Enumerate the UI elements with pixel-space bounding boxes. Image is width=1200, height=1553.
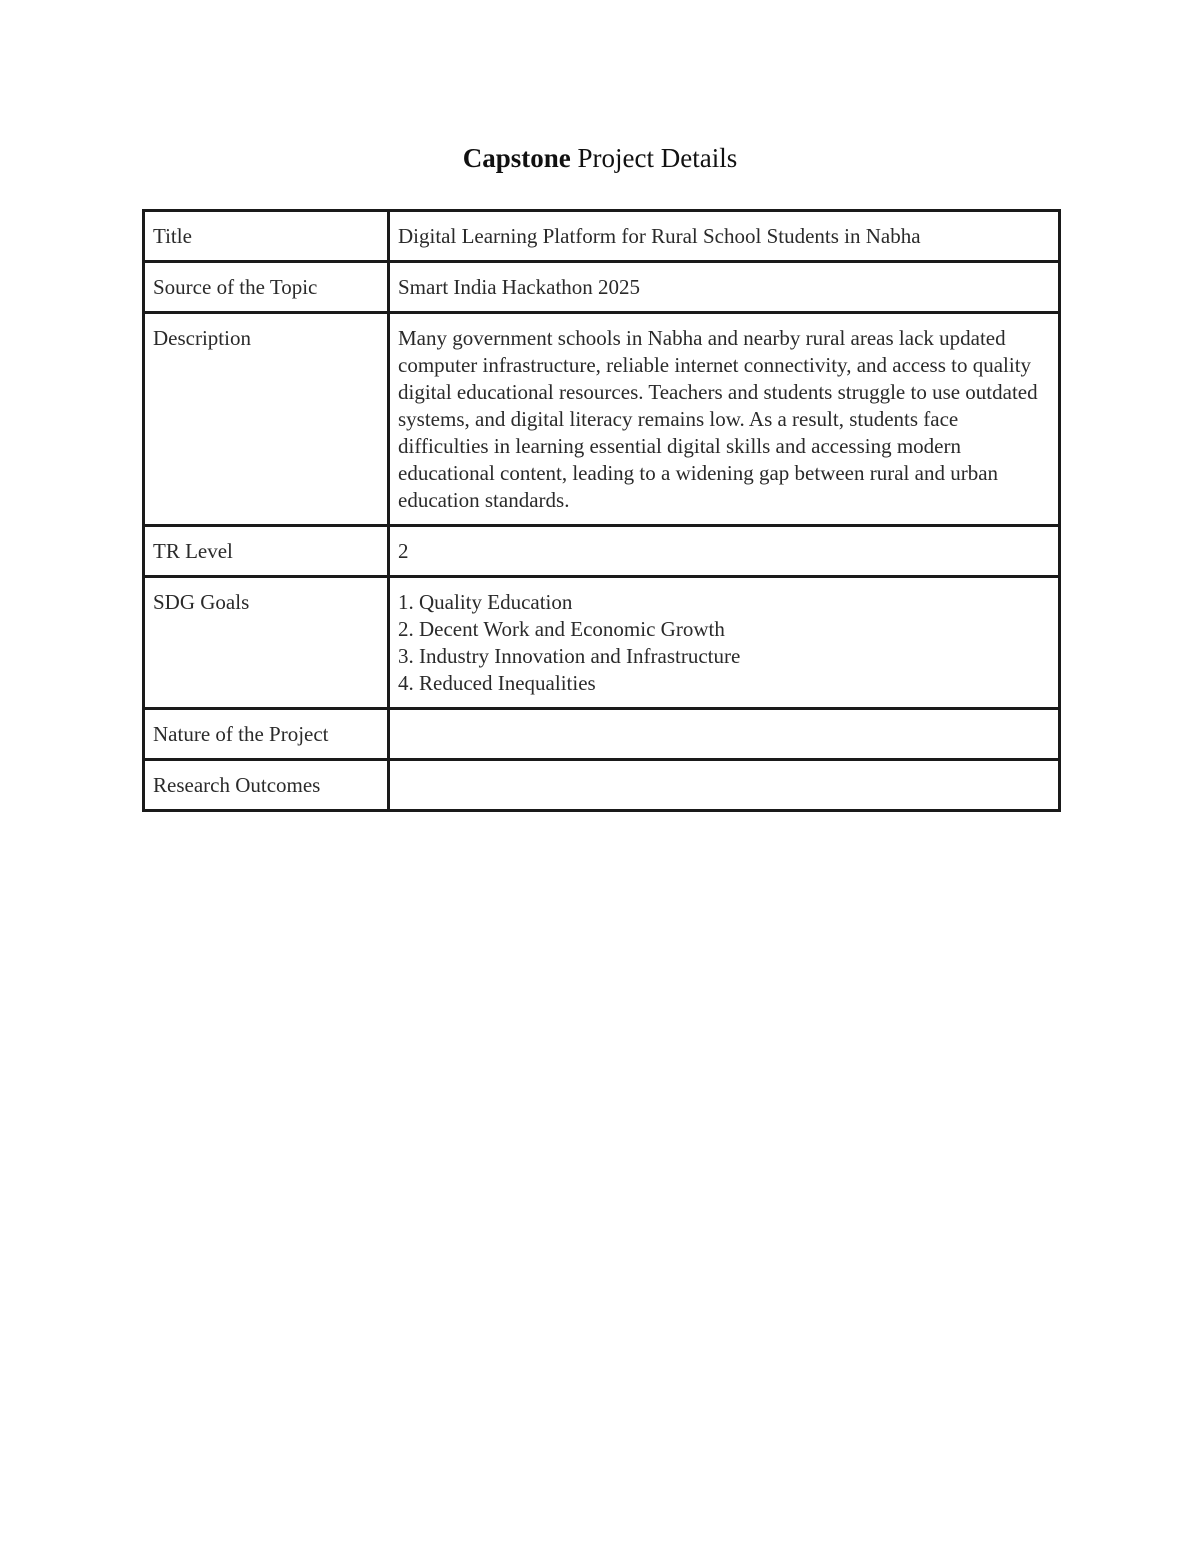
row-value: Many government schools in Nabha and nearby rural areas lack updated computer infrastructure, reliable internet connectivity, and access to quality digital educational resources. Teachers and students struggle to use outdated systems, and digital literacy remains low. As a result, students face difficulties in learning essential digital skills and accessing modern educational content, leading to a widening gap between rural and urban education standards. — [389, 313, 1060, 526]
row-value — [389, 760, 1060, 811]
table-row-title — [144, 211, 1060, 262]
row-value: Smart India Hackathon 2025 — [389, 262, 1060, 313]
sdg-goal-item: 4. Reduced Inequalities — [398, 671, 596, 695]
sdg-goal-item: 3. Industry Innovation and Infrastructure — [398, 644, 741, 668]
page-title — [0, 140, 1200, 176]
row-value: Digital Learning Platform for Rural School Students in Nabha — [389, 211, 1060, 262]
sdg-goal-item: 1. Quality Education — [398, 590, 573, 614]
table-row-nature — [144, 709, 1060, 760]
table-row-description — [144, 313, 1060, 526]
page-title-bold: Capstone — [462, 143, 571, 173]
table-row-source — [144, 262, 1060, 313]
sdg-goals-list — [389, 577, 1060, 709]
sdg-goal-item: 2. Decent Work and Economic Growth — [398, 617, 725, 641]
table-row-sdg-goals — [144, 577, 1060, 709]
row-label: SDG Goals — [144, 577, 389, 709]
row-label: Nature of the Project — [144, 709, 389, 760]
row-label: Description — [144, 313, 389, 526]
table-row-tr-level — [144, 526, 1060, 577]
row-value — [389, 709, 1060, 760]
row-label: Title — [144, 211, 389, 262]
row-label: Research Outcomes — [144, 760, 389, 811]
row-value: 2 — [389, 526, 1060, 577]
page-title-rest: Project Details — [577, 143, 738, 173]
row-label: TR Level — [144, 526, 389, 577]
row-label: Source of the Topic — [144, 262, 389, 313]
project-details-table — [142, 209, 1061, 812]
table-row-research-outcomes — [144, 760, 1060, 811]
